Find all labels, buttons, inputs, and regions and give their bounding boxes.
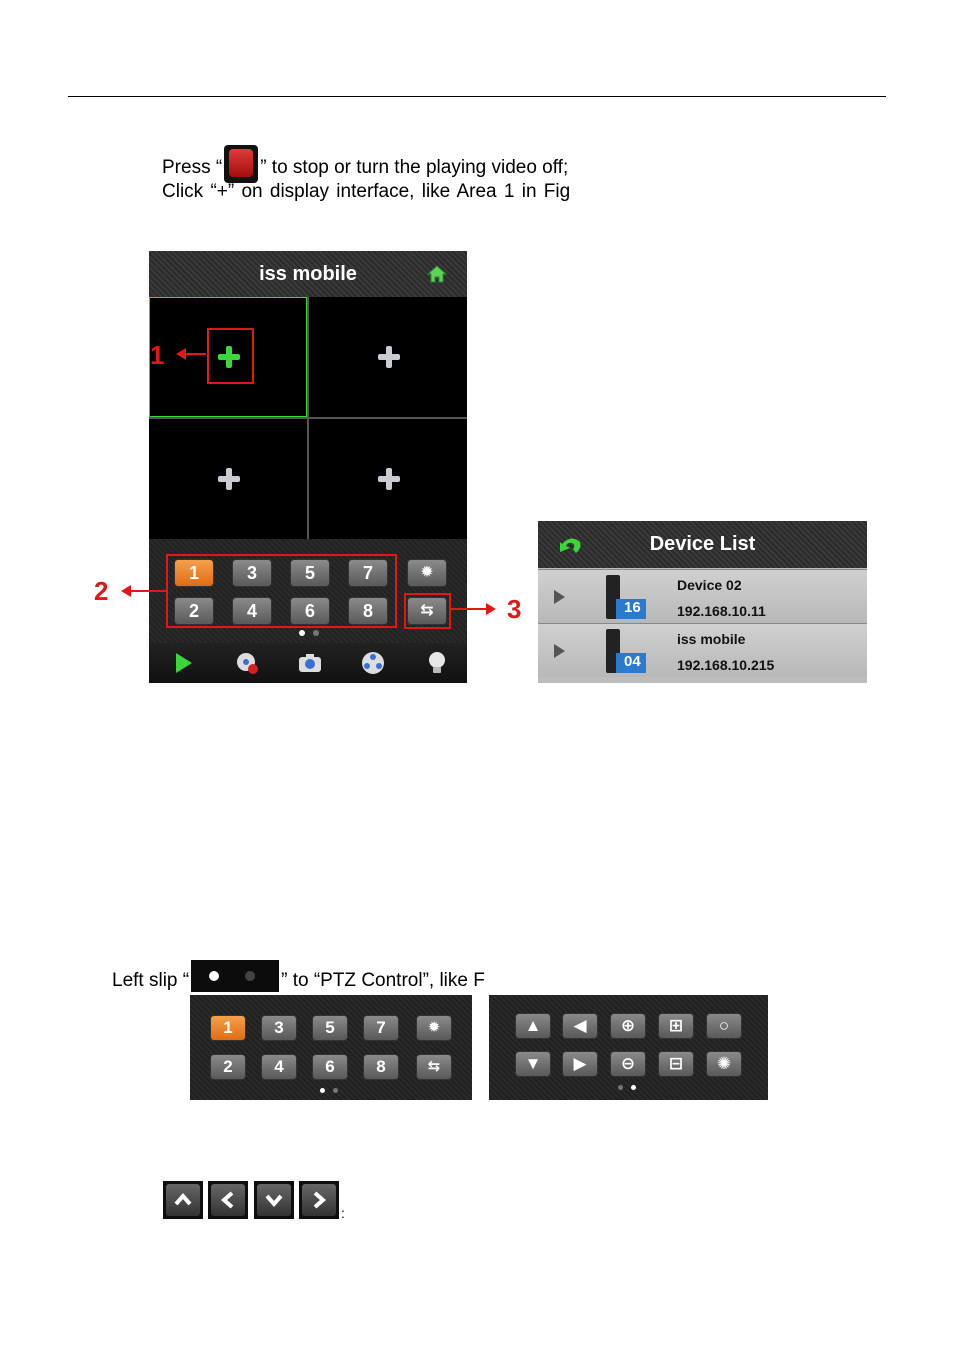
page-dot-active	[320, 1088, 325, 1093]
text: Left slip “	[112, 970, 190, 991]
chevron-down-icon	[264, 1190, 284, 1210]
text: Press “	[162, 157, 223, 178]
back-arrow-icon[interactable]	[558, 534, 584, 556]
channel-button[interactable]: 1	[174, 559, 214, 587]
channel-button[interactable]: 2	[174, 597, 214, 625]
record-icon[interactable]	[235, 651, 259, 675]
app-title: iss mobile	[259, 263, 357, 285]
channel-button[interactable]: 5	[290, 559, 330, 587]
channel-button[interactable]: 2	[210, 1054, 246, 1080]
gear-icon[interactable]: ✹	[407, 559, 447, 587]
device-badge: 16	[624, 599, 641, 616]
tilt-up-icon[interactable]: ▲	[515, 1013, 551, 1039]
device-name: iss mobile	[677, 631, 746, 647]
video-grid	[149, 297, 467, 539]
channel-button[interactable]: 7	[363, 1015, 399, 1041]
zoom-in-icon[interactable]: ⊕	[610, 1013, 646, 1039]
device-ip: 192.168.10.11	[677, 603, 766, 619]
callout-label-2: 2	[94, 576, 109, 606]
add-channel-icon[interactable]	[378, 346, 400, 368]
instruction-left-slip	[112, 960, 485, 992]
callout-box-1	[207, 328, 254, 384]
device-list-header	[538, 521, 867, 568]
trailing-colon: :	[341, 1205, 345, 1221]
channel-button[interactable]: 7	[348, 559, 388, 587]
home-icon[interactable]	[427, 265, 447, 283]
chevron-up-icon	[173, 1190, 193, 1210]
right-button-icon[interactable]	[299, 1181, 339, 1219]
left-button-icon[interactable]	[208, 1181, 248, 1219]
page-dot	[313, 630, 319, 636]
chevron-right-icon	[309, 1190, 329, 1210]
stop-button-icon	[224, 145, 258, 183]
expand-icon[interactable]	[554, 590, 565, 604]
channel-button[interactable]: 8	[363, 1054, 399, 1080]
callout-arrow-2	[128, 590, 166, 592]
channel-button[interactable]: 1	[210, 1015, 246, 1041]
device-ip: 192.168.10.215	[677, 657, 775, 673]
header-rule	[68, 96, 886, 97]
camera-icon[interactable]	[298, 651, 322, 675]
up-button-icon[interactable]	[163, 1181, 203, 1219]
swap-arrows-icon[interactable]: ⇆	[407, 597, 447, 625]
device-row[interactable]	[538, 623, 867, 677]
callout-box-3	[404, 593, 451, 629]
page-dot-active	[299, 630, 305, 636]
device-name: Device 02	[677, 577, 742, 593]
swap-arrows-icon[interactable]: ⇆	[416, 1054, 452, 1080]
text: ” to stop or turn the playing video off;	[260, 157, 569, 178]
arrowhead	[121, 585, 131, 597]
iris-open-icon[interactable]: ○	[706, 1013, 742, 1039]
focus-far-icon[interactable]: ⊟	[658, 1051, 694, 1077]
arrowhead	[176, 348, 186, 360]
focus-near-icon[interactable]: ⊞	[658, 1013, 694, 1039]
video-cell-3[interactable]	[149, 419, 307, 539]
channel-panel-preview	[190, 995, 472, 1100]
add-channel-icon[interactable]	[218, 468, 240, 490]
page-dot	[618, 1085, 623, 1090]
instruction-stop	[162, 145, 568, 183]
channel-button[interactable]: 6	[312, 1054, 348, 1080]
page-dot	[333, 1088, 338, 1093]
callout-label-1: 1	[150, 340, 165, 370]
device-list-screen	[538, 521, 867, 683]
page-dot-active	[631, 1085, 636, 1090]
add-channel-icon[interactable]	[378, 468, 400, 490]
pan-left-icon[interactable]: ◀	[562, 1013, 598, 1039]
down-button-icon[interactable]	[254, 1181, 294, 1219]
video-cell-2[interactable]	[309, 297, 467, 417]
ptz-wheel-icon[interactable]	[361, 651, 385, 675]
arrowhead	[486, 603, 496, 615]
device-row[interactable]	[538, 569, 867, 623]
pan-right-icon[interactable]: ▶	[562, 1051, 598, 1077]
tilt-down-icon[interactable]: ▼	[515, 1051, 551, 1077]
callout-box-2	[166, 554, 397, 628]
channel-button[interactable]: 3	[261, 1015, 297, 1041]
bulb-icon[interactable]	[425, 651, 449, 675]
channel-button[interactable]: 4	[232, 597, 272, 625]
device-list-title: Device List	[649, 533, 756, 555]
bottom-toolbar	[149, 643, 467, 683]
text: ” to “PTZ Control”, like F	[281, 970, 485, 991]
channel-button[interactable]: 3	[232, 559, 272, 587]
ptz-panel	[489, 995, 768, 1100]
zoom-out-icon[interactable]: ⊖	[610, 1051, 646, 1077]
page-indicator-icon	[191, 960, 279, 992]
video-cell-4[interactable]	[309, 419, 467, 539]
channel-button[interactable]: 6	[290, 597, 330, 625]
chevron-left-icon	[218, 1190, 238, 1210]
callout-label-3: 3	[507, 594, 522, 624]
instruction-click-plus: Click “+” on display interface, like Area 1 in Fig	[162, 181, 571, 202]
app-title-bar	[149, 251, 467, 297]
expand-icon[interactable]	[554, 644, 565, 658]
gear-icon[interactable]: ✹	[416, 1015, 452, 1041]
iris-close-icon[interactable]: ✺	[706, 1051, 742, 1077]
callout-arrow-3	[449, 608, 489, 610]
channel-button[interactable]: 4	[261, 1054, 297, 1080]
channel-button[interactable]: 5	[312, 1015, 348, 1041]
device-badge: 04	[624, 653, 641, 670]
channel-button[interactable]: 8	[348, 597, 388, 625]
play-icon[interactable]	[171, 651, 195, 675]
